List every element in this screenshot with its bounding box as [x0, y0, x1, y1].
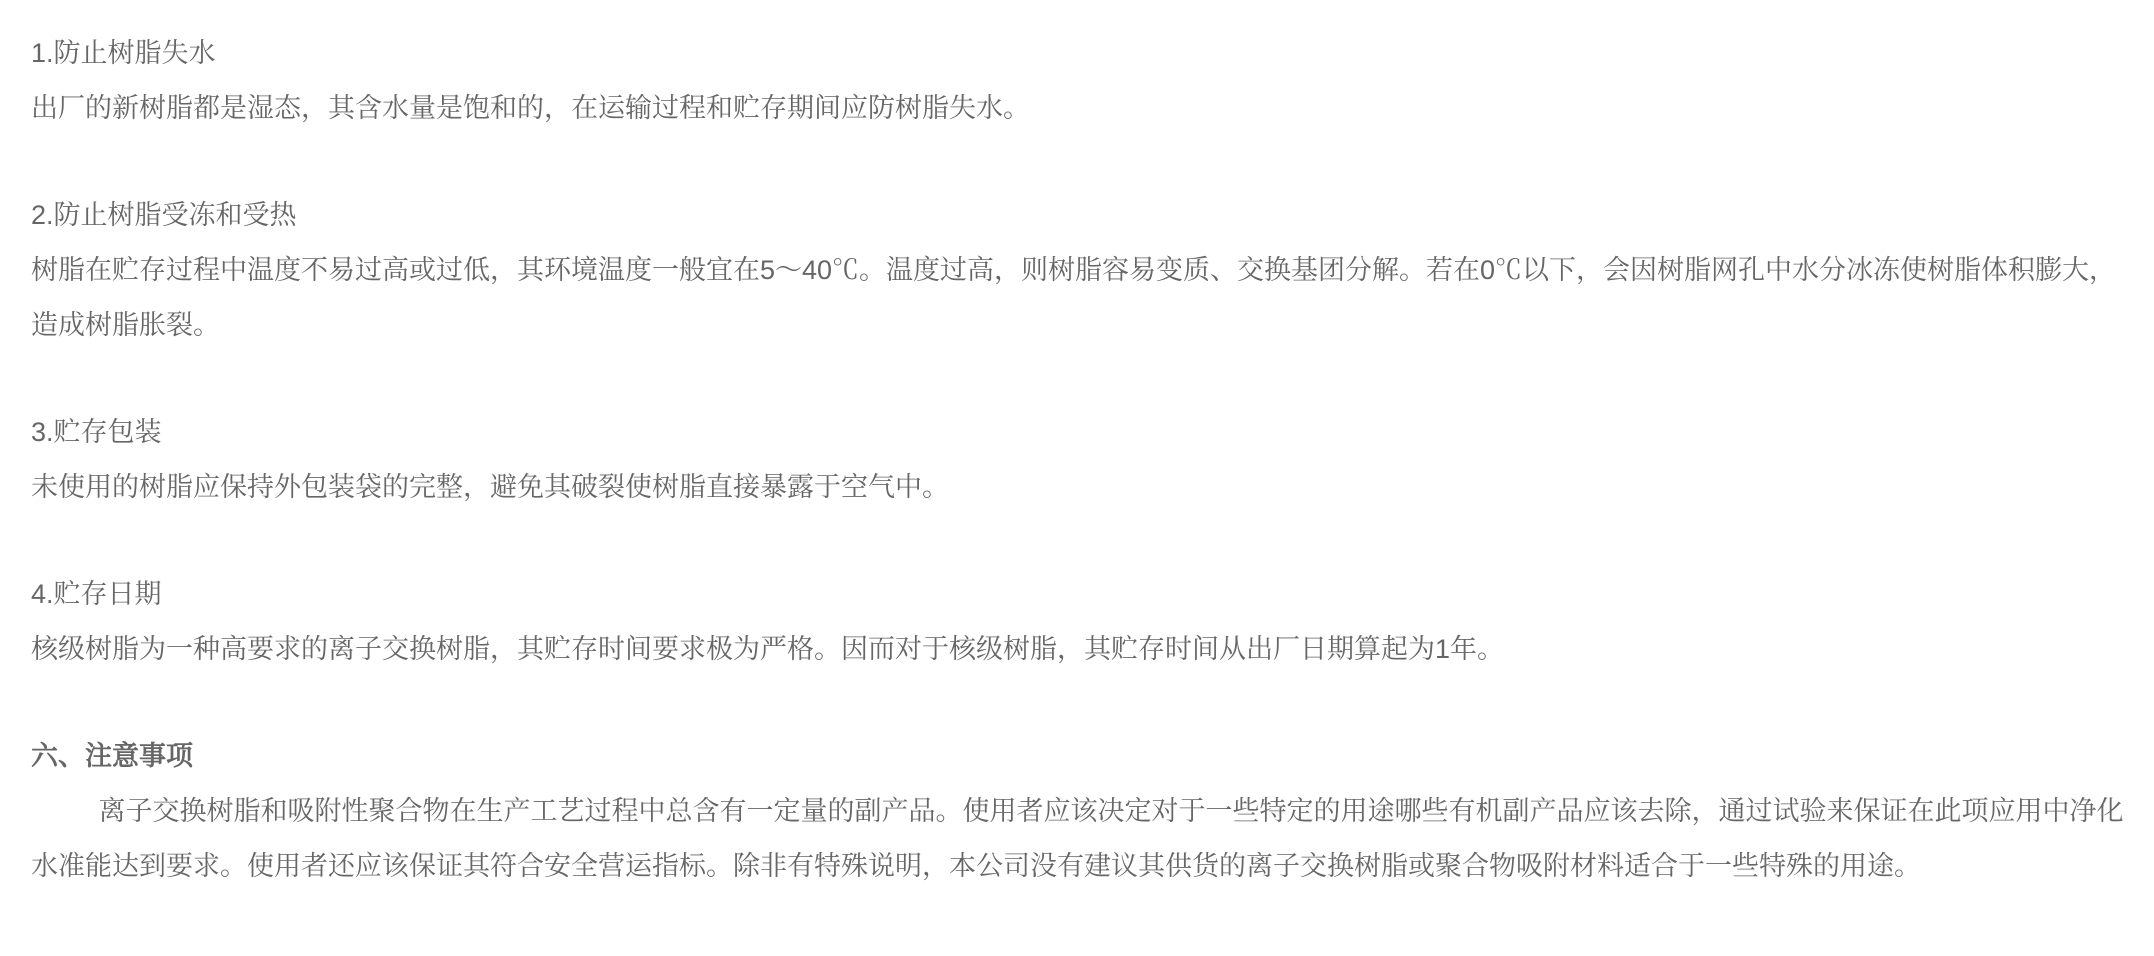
section-heading-storage-packaging: 3.贮存包装 [31, 417, 162, 447]
section-prevent-freeze-heat [31, 188, 2142, 353]
section-paragraph: 未使用的树脂应保持外包装袋的完整，避免其破裂使树脂直接暴露于空气中。 [31, 472, 949, 502]
section-storage-packaging [31, 405, 2142, 515]
section-paragraph: 树脂在贮存过程中温度不易过高或过低，其环境温度一般宜在5～40℃。温度过高，则树脂容易变质、交换基团分解。若在0℃以下，会因树脂网孔中水分冰冻使树脂体积膨大，造成树脂胀裂。 [31, 255, 2117, 340]
section-prevent-water-loss [31, 26, 2142, 136]
section-paragraph: 离子交换树脂和吸附性聚合物在生产工艺过程中总含有一定量的副产品。使用者应该决定对于一些特定的用途哪些有机副产品应该去除，通过试验来保证在此项应用中净化水准能达到要求。使用者还应该保证其符合安全营运指标。除非有特殊说明，本公司没有建议其供货的离子交换树脂或聚合物吸附材料适合于一些特殊的用途。 [31, 796, 2124, 881]
section-heading-prevent-freeze-heat: 2.防止树脂受冻和受热 [31, 200, 297, 230]
section-storage-date [31, 567, 2142, 677]
section-heading-prevent-water-loss: 1.防止树脂失水 [31, 38, 216, 68]
section-precautions [31, 729, 2142, 894]
section-heading-storage-date: 4.贮存日期 [31, 579, 162, 609]
section-paragraph: 核级树脂为一种高要求的离子交换树脂，其贮存时间要求极为严格。因而对于核级树脂，其贮存时间从出厂日期算起为1年。 [31, 634, 1505, 664]
section-paragraph: 出厂的新树脂都是湿态，其含水量是饱和的，在运输过程和贮存期间应防树脂失水。 [31, 93, 1030, 123]
section-heading-precautions: 六、注意事项 [31, 741, 193, 771]
